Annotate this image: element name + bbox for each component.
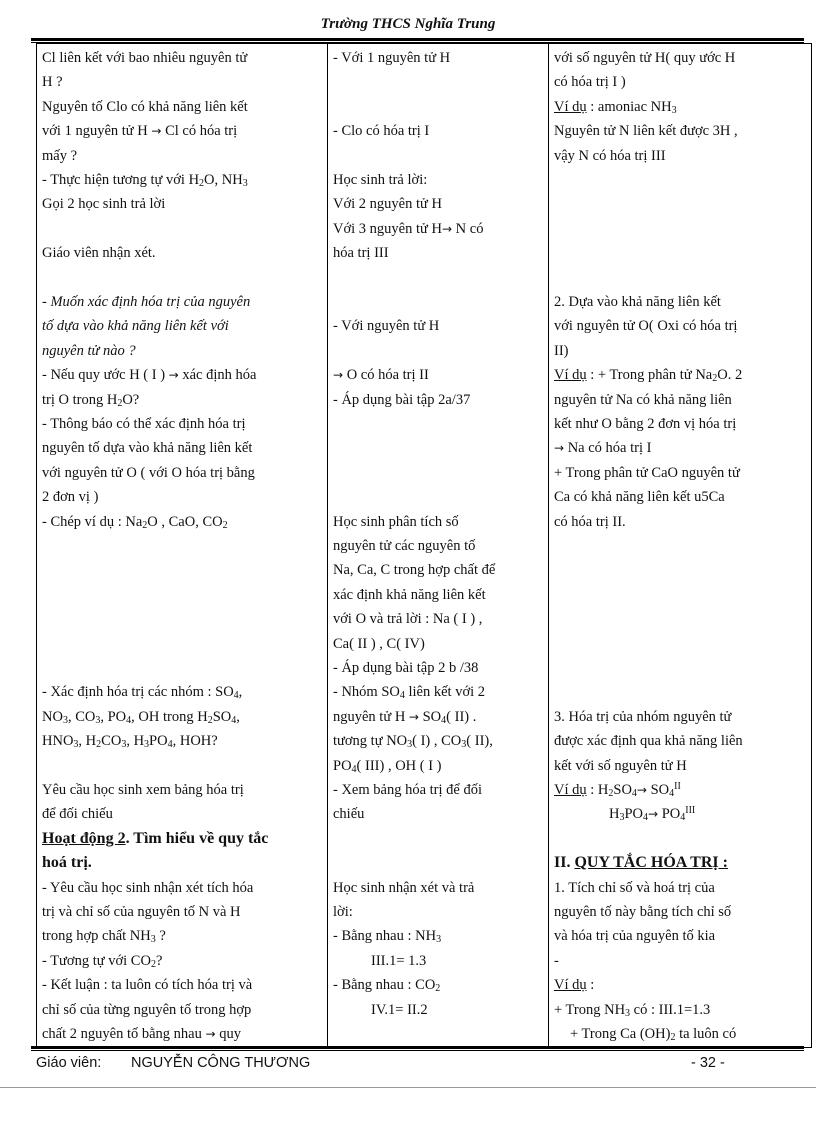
- text-line: kết với số nguyên tử H: [554, 757, 687, 774]
- text-line: - Bằng nhau : $NH_3$: [333, 928, 442, 946]
- text-line: Ví dụ : amoniac $NH_3$: [554, 98, 677, 116]
- text-line: trong hợp chất $NH_3$ ?: [42, 928, 166, 946]
- page-header: Trường THCS Nghĩa Trung: [320, 16, 496, 32]
- arrow-icon: →: [441, 221, 453, 236]
- header-rule: [31, 38, 804, 41]
- text-line: chiếu: [333, 806, 365, 823]
- text-line: - Yêu cầu học sinh nhận xét tích hóa: [42, 879, 254, 896]
- text-line: hóa trị III: [333, 245, 389, 262]
- arrow-icon: →: [554, 441, 565, 456]
- text-line: để đối chiếu: [42, 806, 113, 823]
- text-line: Học sinh nhận xét và trả: [333, 879, 475, 896]
- text-line: có hóa trị II.: [554, 513, 626, 530]
- text-line: tố dựa vào khả năng liên kết với: [42, 318, 229, 335]
- text-line: trị O trong $H_2O$?: [42, 391, 140, 409]
- text-line: III.1= 1.3: [371, 952, 427, 969]
- text-line: II): [554, 342, 569, 359]
- text-line: vậy N có hóa trị III: [554, 147, 666, 164]
- text-line: - Với 1 nguyên tử H: [333, 50, 451, 66]
- text-line: $NO_3$, $CO_3$, $PO_4$, OH trong $H_2SO_4$,: [42, 708, 240, 726]
- text-line: - Áp dụng bài tập 2 b /38: [333, 660, 479, 676]
- text-line: nguyên tử nào ?: [42, 342, 136, 359]
- arrow-icon: →: [168, 368, 179, 383]
- arrow-icon: →: [408, 709, 419, 724]
- text-line: nguyên tử các nguyên tố: [333, 537, 476, 554]
- text-line: với nguyên tử O( Oxi có hóa trị: [554, 318, 738, 335]
- text-line: Học sinh trả lời:: [333, 171, 428, 188]
- text-line: lời:: [333, 904, 353, 921]
- text-line: $HNO_3$, $H_2CO_3$, $H_3PO_4$, HOH?: [42, 733, 218, 751]
- text-line: + Trong Ca $(OH)_2$ ta luôn có: [570, 1026, 737, 1044]
- text-line: Nguyên tố Clo có khả năng liên kết: [42, 98, 248, 115]
- arrow-icon: →: [333, 368, 344, 383]
- text-line: - Kết luận : ta luôn có tích hóa trị và: [42, 977, 253, 994]
- text-line: -: [554, 952, 559, 969]
- text-line: + Trong phân tử CaO nguyên tử: [554, 464, 740, 481]
- text-line: + Trong $NH_3$ có : III.1=1.3: [554, 1001, 711, 1019]
- table-row: [37, 44, 812, 1048]
- text-line: được xác định qua khả năng liên: [554, 733, 743, 750]
- text-line: Ví dụ : $H_2SO_4\to SO_4^{II}$: [554, 781, 681, 799]
- text-line: với 1 nguyên tử H → Cl có hóa trị: [42, 123, 238, 140]
- student-activity-column: [328, 44, 549, 1048]
- text-line: Yêu cầu học sinh xem bảng hóa trị: [42, 782, 244, 799]
- text-line: 2. Dựa vào khả năng liên kết: [554, 293, 721, 310]
- text-line: → O có hóa trị II: [333, 367, 429, 384]
- text-line: - Tương tự với $CO_2$?: [42, 952, 163, 970]
- section-heading: II. QUY TẮC HÓA TRỊ :: [554, 854, 728, 872]
- text-line: xác định khả năng liên kết: [333, 586, 486, 603]
- text-line: Ví dụ : + Trong phân tử $Na_2O$. 2: [554, 367, 743, 385]
- text-line: - Với nguyên tử H: [333, 318, 440, 335]
- text-line: Với 2 nguyên tử H: [333, 196, 442, 213]
- activity-heading: Hoạt động 2. Tìm hiểu về quy tắc: [42, 829, 269, 847]
- text-line: → Na có hóa trị I: [554, 440, 652, 457]
- arrow-icon: →: [151, 124, 162, 139]
- text-line: chất 2 nguyên tố bằng nhau → quy: [42, 1026, 241, 1043]
- text-line: Giáo viên nhận xét.: [42, 245, 156, 262]
- page-number: - 32 -: [691, 1055, 725, 1071]
- footer-rule: [31, 1046, 804, 1049]
- text-line: Học sinh phân tích số: [333, 513, 459, 530]
- text-line: với nguyên tử O ( với O hóa trị bằng: [42, 464, 255, 481]
- text-line: - Thông báo có thể xác định hóa trị: [42, 416, 246, 433]
- footer-rule-thin: [31, 1050, 804, 1051]
- text-line: Gọi 2 học sinh trả lời: [42, 196, 166, 213]
- text-line: H ?: [42, 74, 63, 91]
- text-line: Na, Ca, C trong hợp chất để: [333, 562, 496, 579]
- text-line: có hóa trị I ): [554, 74, 626, 91]
- text-line: nguyên tố này bằng tích chỉ số: [554, 904, 732, 921]
- text-line: với O và trả lời : Na ( I ) ,: [333, 611, 483, 628]
- text-line: 3. Hóa trị của nhóm nguyên tử: [554, 708, 732, 725]
- text-line: - Xem bảng hóa trị để đối: [333, 782, 482, 799]
- text-line: IV.1= II.2: [371, 1001, 428, 1018]
- content-column: [549, 44, 812, 1048]
- text-line: - Nếu quy ước H ( I ) → xác định hóa: [42, 367, 257, 384]
- arrow-icon: →: [636, 783, 647, 797]
- text-line: nguyên tử Na có khả năng liên: [554, 391, 732, 408]
- teacher-activity-column: [37, 44, 328, 1048]
- text-line: - Muốn xác định hóa trị của nguyên: [42, 294, 251, 311]
- page-bottom-rule: [0, 1087, 816, 1088]
- text-line: chỉ số của từng nguyên tố trong hợp: [42, 1001, 252, 1018]
- activity-heading: hoá trị.: [42, 854, 92, 872]
- footer-label: Giáo viên:: [36, 1055, 102, 1071]
- text-line: Cl liên kết với bao nhiêu nguyên tử: [42, 50, 248, 66]
- text-line: với số nguyên tử H( quy ước H: [554, 50, 736, 66]
- text-line: tương tự $NO_3$( I) , $CO_3$( II),: [333, 733, 493, 751]
- text-line: kết như O bằng 2 đơn vị hóa trị: [554, 416, 737, 433]
- text-line: mấy ?: [42, 147, 78, 164]
- text-line: trị và chỉ số của nguyên tố N và H: [42, 904, 241, 921]
- text-line: Ca có khả năng liên kết u5Ca: [554, 489, 725, 506]
- text-line: - Bằng nhau : $CO_2$: [333, 977, 441, 995]
- text-line: - Clo có hóa trị I: [333, 123, 430, 140]
- text-line: - Thực hiện tương tự với $H_2O$, $NH_3$: [42, 172, 248, 190]
- text-line: Với 3 nguyên tử H→ N có: [333, 220, 484, 237]
- text-line: nguyên tử $H \to SO_4$( II) .: [333, 708, 477, 726]
- text-line: nguyên tố dựa vào khả năng liên kết: [42, 440, 253, 457]
- text-line: 1. Tích chỉ số và hoá trị của: [554, 879, 715, 896]
- text-line: - Nhóm $SO_4$ liên kết với 2: [333, 684, 486, 702]
- text-line: Ca( II ) , C( IV): [333, 635, 425, 652]
- text-line: $H_3PO_4\to PO_4^{III}$: [609, 805, 696, 824]
- text-line: Nguyên tử N liên kết được 3H ,: [554, 123, 738, 140]
- arrow-icon: →: [648, 807, 659, 822]
- text-line: 2 đơn vị ): [42, 489, 99, 506]
- teacher-name: NGUYỄN CÔNG THƯƠNG: [131, 1055, 311, 1071]
- text-line: $PO_4$( III) , OH ( I ): [333, 757, 442, 775]
- text-line: - Chép ví dụ : $Na_2O$ , CaO, $CO_2$: [42, 513, 228, 531]
- text-line: - Áp dụng bài tập 2a/37: [333, 391, 471, 408]
- text-line: Ví dụ :: [554, 977, 595, 994]
- text-line: và hóa trị của nguyên tố kia: [554, 928, 716, 945]
- arrow-icon: →: [205, 1027, 216, 1042]
- lesson-table: [36, 43, 812, 1048]
- text-line: - Xác định hóa trị các nhóm : $SO_4$,: [42, 684, 243, 702]
